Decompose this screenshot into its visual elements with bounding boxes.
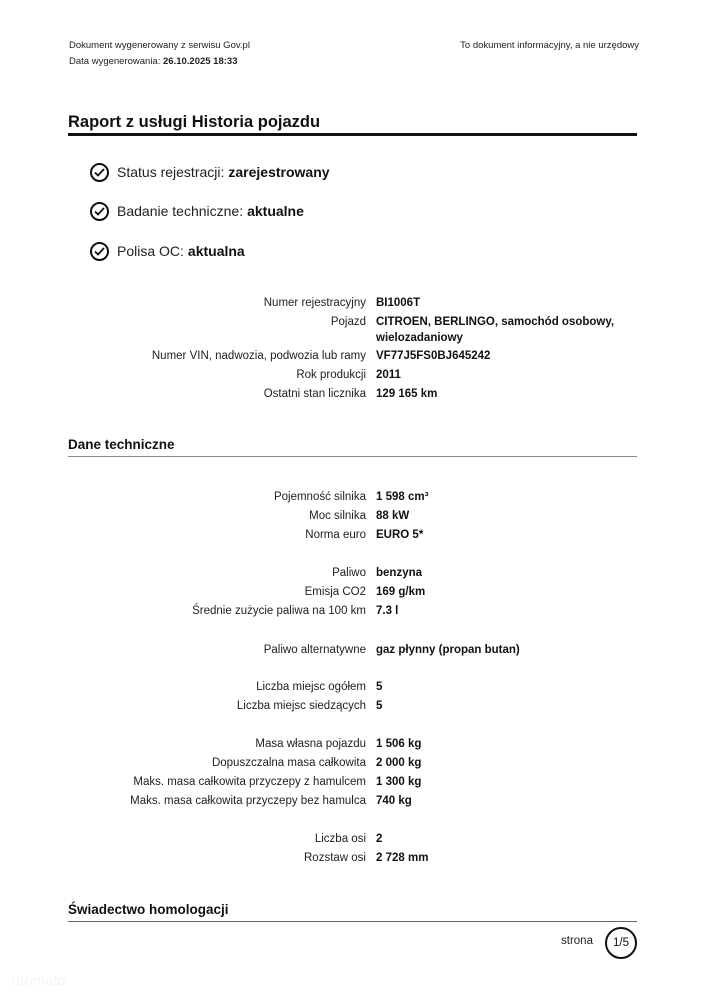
row-value: 2011 [376, 369, 401, 381]
row-label: Pojazd [330, 316, 366, 328]
section-title-technical: Dane techniczne [68, 437, 175, 452]
section-divider [68, 921, 637, 922]
row-label: Numer VIN, nadwozia, podwozia lub ramy [151, 350, 366, 362]
row-label: Liczba miejsc siedzących [236, 700, 366, 712]
status-value: aktualne [247, 203, 304, 219]
tech-row [0, 755, 707, 771]
tech-row [0, 774, 707, 790]
row-value: 1 506 kg [376, 738, 422, 750]
row-label: Dopuszczalna masa całkowita [211, 757, 366, 769]
tech-row [0, 603, 707, 619]
generation-date [69, 56, 237, 67]
status-value: aktualna [187, 243, 245, 259]
status-insurance [90, 238, 245, 264]
row-label: Rozstaw osi [304, 852, 366, 864]
section-divider [68, 456, 637, 457]
row-label: Masa własna pojazdu [255, 738, 366, 750]
tech-row [0, 565, 707, 581]
status-label: Polisa OC: [117, 243, 184, 259]
row-label: Norma euro [305, 529, 366, 541]
row-value: BI1006T [376, 297, 421, 309]
tech-row [0, 489, 707, 505]
row-label: Numer rejestracyjny [263, 297, 366, 309]
row-value: benzyna [376, 567, 423, 579]
date-value: 26.10.2025 18:33 [163, 56, 238, 67]
tech-row [0, 831, 707, 847]
page-indicator [605, 927, 637, 959]
summary-row [0, 295, 707, 311]
page-number: 1/5 [613, 937, 629, 949]
check-circle-icon [90, 163, 109, 182]
row-label: Maks. masa całkowita przyczepy bez hamulca [130, 795, 366, 807]
summary-row [0, 314, 707, 346]
row-label: Pojemność silnika [273, 491, 366, 503]
row-value: 1 300 kg [376, 776, 422, 788]
tech-row [0, 698, 707, 714]
row-value: 5 [376, 681, 383, 693]
summary-row [0, 367, 707, 383]
row-label: Ostatni stan licznika [263, 388, 366, 400]
tech-row [0, 642, 707, 658]
page-title: Raport z usługi Historia pojazdu [68, 113, 321, 131]
row-label: Moc silnika [309, 510, 366, 522]
row-label: Paliwo alternatywne [263, 644, 366, 656]
row-value: gaz płynny (propan butan) [376, 644, 520, 656]
tech-row [0, 736, 707, 752]
row-label: Emisja CO2 [304, 586, 366, 598]
section-title-homologation: Świadectwo homologacji [68, 902, 229, 917]
row-value: 740 kg [376, 795, 412, 807]
row-value: EURO 5* [376, 529, 424, 541]
row-value: 5 [376, 700, 383, 712]
title-divider [68, 133, 637, 136]
status-value: zarejestrowany [228, 164, 330, 180]
status-inspection [90, 198, 304, 224]
row-value: 88 kW [376, 510, 410, 522]
row-value: 7.3 l [376, 605, 399, 617]
check-circle-icon [90, 202, 109, 221]
row-label: Liczba miejsc ogółem [256, 681, 366, 693]
tech-row [0, 850, 707, 866]
row-label: Liczba osi [314, 833, 366, 845]
row-value: VF77J5FS0BJ645242 [376, 350, 491, 362]
watermark: otomoto [12, 972, 67, 988]
tech-row [0, 527, 707, 543]
check-circle-icon [90, 242, 109, 261]
summary-row [0, 386, 707, 402]
row-value: 169 g/km [376, 586, 426, 598]
tech-row [0, 793, 707, 809]
row-value: 2 [376, 833, 383, 845]
row-value: 1 598 cm³ [376, 491, 429, 503]
tech-row [0, 679, 707, 695]
status-registration [90, 159, 330, 185]
row-label: Średnie zużycie paliwa na 100 km [192, 605, 366, 617]
row-label: Rok produkcji [296, 369, 366, 381]
summary-row [0, 348, 707, 364]
row-value: 129 165 km [376, 388, 438, 400]
status-label: Badanie techniczne: [117, 203, 244, 219]
row-value: 2 728 mm [376, 852, 429, 864]
tech-row [0, 584, 707, 600]
page-label: strona [561, 935, 593, 947]
row-label: Paliwo [332, 567, 366, 579]
tech-row [0, 508, 707, 524]
row-value: 2 000 kg [376, 757, 422, 769]
date-label: Data wygenerowania: [69, 56, 161, 67]
informational-notice: To dokument informacyjny, a nie urzędowy [460, 40, 639, 51]
row-label: Maks. masa całkowita przyczepy z hamulcem [133, 776, 366, 788]
status-label: Status rejestracji: [117, 164, 225, 180]
row-value: CITROEN, BERLINGO, samochód osobowy, wielozadaniowy [376, 316, 615, 344]
source-note: Dokument wygenerowany z serwisu Gov.pl [69, 40, 250, 51]
